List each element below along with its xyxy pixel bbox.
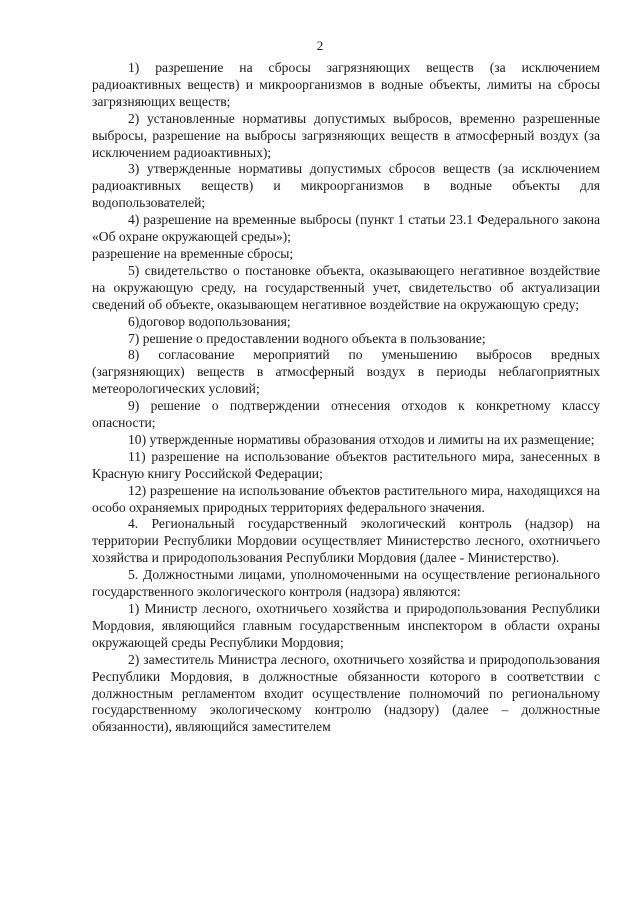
paragraph: 7) решение о предоставлении водного объекта в пользование; bbox=[128, 330, 486, 346]
page-number: 2 bbox=[316, 38, 324, 53]
paragraph: 4) разрешение на временные выбросы (пункт 1 статьи 23.1 Федерального закона «Об охране окружающей среды»); bbox=[92, 212, 600, 245]
paragraph: 5) свидетельство о постановке объекта, оказывающего негативное воздействие на окружающую среду, на государственный учет, свидетельство об актуализации сведений об объекте, оказывающем негативное воздействие на окружающую среду; bbox=[92, 262, 600, 312]
paragraph: 8) согласование мероприятий по уменьшению выбросов вредных (загрязняющих) веществ в атмосферный воздух в периоды неблагоприятных метеорологических условий; bbox=[92, 347, 600, 397]
paragraph: 3) утвержденные нормативы допустимых сбросов веществ (за исключением радиоактивных веществ) и микроорганизмов в водные объекты для водопользователей; bbox=[92, 161, 600, 211]
paragraph: разрешение на временные сбросы; bbox=[92, 245, 294, 261]
paragraph: 1) Министр лесного, охотничьего хозяйства и природопользования Республики Мордовия, являющийся главным государственным инспектором в области охраны окружающей среды Республики Мордовия; bbox=[92, 601, 600, 650]
paragraph: 4. Региональный государственный экологический контроль (надзор) на территории Республики Мордовии осуществляет Министерство лесного, охотничьего хозяйства и природопользования Республики Мордовия (далее - Министерство). bbox=[92, 516, 600, 566]
paragraph: 2) установленные нормативы допустимых выбросов, временно разрешенные выбросы, разрешение на выбросы загрязняющих веществ в атмосферный воздух (за исключением радиоактивных); bbox=[92, 110, 600, 160]
paragraph: 11) разрешение на использование объектов растительного мира, занесенных в Красную книгу Российской Федерации; bbox=[92, 448, 600, 481]
paragraph: 12) разрешение на использование объектов растительного мира, находящихся на особо охраняемых природных территориях федерального значения. bbox=[92, 482, 600, 515]
paragraph: 6)договор водопользования; bbox=[128, 313, 291, 329]
paragraph: 10) утвержденные нормативы образования отходов и лимиты на их размещение; bbox=[128, 431, 595, 447]
paragraph: 1) разрешение на сбросы загрязняющих веществ (за исключением радиоактивных веществ) и микроорганизмов в водные объекты, лимиты на сбросы загрязняющих веществ; bbox=[92, 60, 600, 109]
paragraph: 5. Должностными лицами, уполномоченными на осуществление регионального государственного экологического контроля (надзора) являются: bbox=[92, 567, 600, 600]
paragraph: 9) решение о подтверждении отнесения отходов к конкретному классу опасности; bbox=[92, 398, 600, 431]
paragraph: 2) заместитель Министра лесного, охотничьего хозяйства и природопользования Республики Мордовия, в должностные обязанности которого в соответствии с должностным регламентом входит осуществление полномочий по региональному государственному экологическому контролю (надзору) (далее – должностные обязанности), являющийся заместителем bbox=[92, 651, 600, 735]
document-body bbox=[92, 60, 600, 736]
